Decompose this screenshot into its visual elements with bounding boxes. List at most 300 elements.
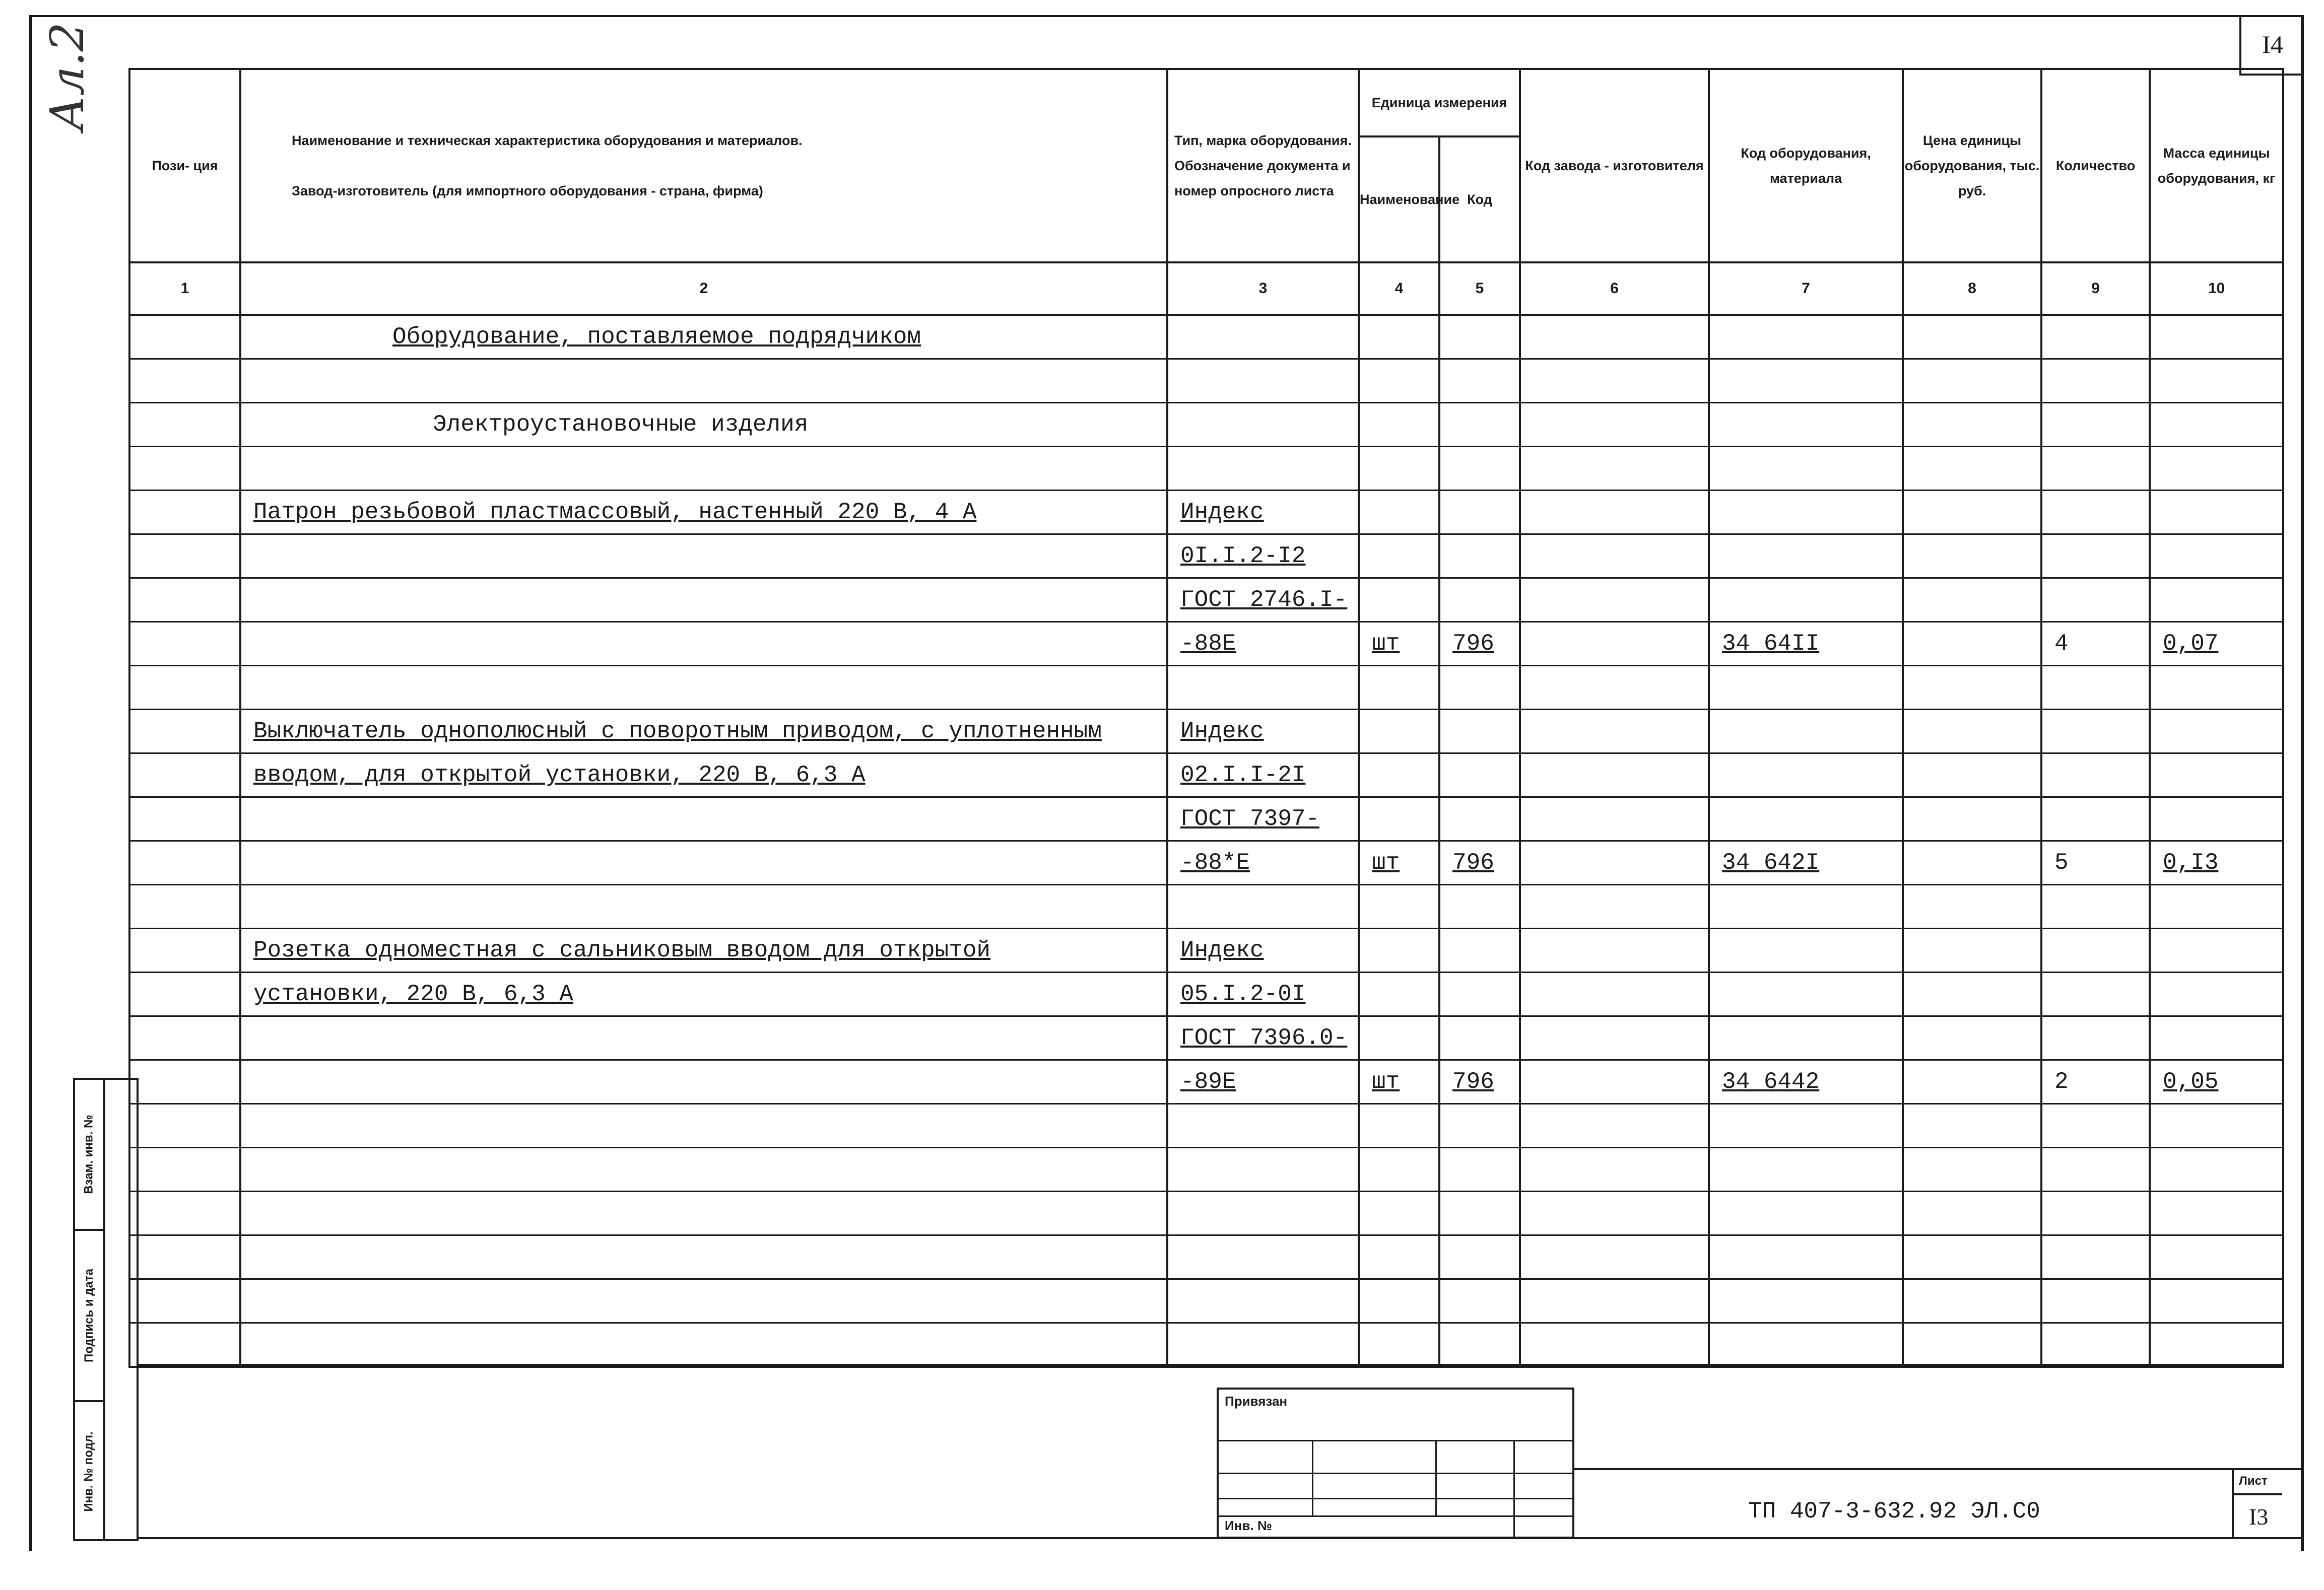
- cell-code-text: [1440, 718, 1452, 744]
- cell-factory-text: [1521, 762, 1533, 788]
- privyazan-vline: [1312, 1440, 1313, 1515]
- cell-mass: [2150, 491, 2283, 534]
- cell-pos: [129, 797, 240, 841]
- privyazan-vline: [1513, 1440, 1515, 1539]
- cell-price-text: [1904, 543, 1916, 569]
- cell-type-text: -89Е: [1180, 1069, 1236, 1095]
- cell-type: [1167, 1323, 1359, 1367]
- cell-name-text: [241, 806, 253, 832]
- cell-factory-text: [1521, 981, 1533, 1007]
- cell-type: [1167, 491, 1359, 534]
- cell-code-text: [1440, 1332, 1452, 1358]
- cell-mass: [2150, 973, 2283, 1016]
- cell-factory-text: [1521, 1244, 1533, 1270]
- cell-code-text: 796: [1452, 850, 1494, 876]
- cell-factory-text: [1521, 368, 1533, 394]
- header-row: [129, 69, 2283, 136]
- cell-equip: [1709, 797, 1903, 841]
- cell-factory: [1520, 359, 1709, 403]
- cell-unit: [1359, 841, 1439, 885]
- cell-qty: [2041, 1235, 2150, 1279]
- cell-factory-text: [1521, 1025, 1533, 1051]
- cell-code-text: 796: [1452, 1069, 1494, 1095]
- cell-mass: [2150, 710, 2283, 753]
- column-number-row: [129, 262, 2283, 315]
- cell-unit-text: [1360, 1200, 1372, 1226]
- cell-equip-text: [1710, 1332, 1722, 1358]
- cell-mass: [2150, 885, 2283, 929]
- cell-pos: [129, 1192, 240, 1235]
- cell-factory-text: [1521, 324, 1533, 350]
- cell-price-text: [1904, 674, 1916, 701]
- cell-factory: [1520, 1060, 1709, 1104]
- cell-unit-text: [1360, 587, 1372, 613]
- cell-price: [1903, 666, 2041, 710]
- cell-mass-text: 0,07: [2163, 631, 2219, 657]
- cell-pos: [129, 622, 240, 666]
- handwritten-mark: Ал.2: [40, 22, 94, 131]
- cell-unit: [1359, 753, 1439, 797]
- cell-qty: [2041, 885, 2150, 929]
- header-equipment-code: Код оборудования, материала: [1709, 69, 1903, 262]
- cell-qty-text: [2042, 1200, 2054, 1226]
- column-number: 3: [1167, 262, 1359, 315]
- table-row: [129, 1104, 2283, 1148]
- cell-name: [240, 973, 1167, 1016]
- cell-price: [1903, 929, 2041, 973]
- cell-mass: [2150, 797, 2283, 841]
- cell-factory-text: [1521, 674, 1533, 701]
- cell-unit: [1359, 315, 1439, 359]
- cell-code: [1439, 710, 1520, 753]
- column-number: 7: [1709, 262, 1903, 315]
- cell-equip: [1709, 1192, 1903, 1235]
- cell-name: [240, 315, 1167, 359]
- cell-price: [1903, 447, 2041, 491]
- cell-qty-text: [2042, 587, 2054, 613]
- cell-mass: [2150, 622, 2283, 666]
- header-name-line2: Завод-изготовитель (для импортного оборудования - страна, фирма): [292, 183, 763, 198]
- cell-name-text: [241, 1332, 253, 1358]
- header-unit-group: Единица измерения: [1359, 69, 1520, 136]
- privyazan-line: [1219, 1515, 1572, 1517]
- cell-unit: [1359, 797, 1439, 841]
- cell-equip: [1709, 359, 1903, 403]
- cell-pos: [129, 315, 240, 359]
- cell-type-text: ГОСТ 7397-: [1180, 806, 1320, 832]
- cell-name: [240, 1323, 1167, 1367]
- header-position: Пози- ция: [129, 69, 240, 262]
- cell-mass-text: [2151, 937, 2163, 963]
- cell-qty: [2041, 403, 2150, 447]
- cell-unit: [1359, 1323, 1439, 1367]
- cell-type-text: [1168, 1200, 1180, 1226]
- cell-factory: [1520, 1104, 1709, 1148]
- column-number: 5: [1439, 262, 1520, 315]
- cell-mass-text: 0,I3: [2163, 850, 2219, 876]
- column-number: 1: [129, 262, 240, 315]
- cell-name: [240, 447, 1167, 491]
- header-quantity: Количество: [2041, 69, 2150, 262]
- table-row: [129, 578, 2283, 622]
- cell-factory-text: [1521, 631, 1533, 657]
- cell-mass: [2150, 929, 2283, 973]
- cell-name: [240, 841, 1167, 885]
- cell-unit-text: [1360, 1025, 1372, 1051]
- cell-code-text: 796: [1452, 631, 1494, 657]
- table-row: [129, 973, 2283, 1016]
- cell-name-text: [241, 674, 253, 701]
- cell-type-text: [1168, 411, 1180, 438]
- cell-name: [240, 1104, 1167, 1148]
- cell-mass: [2150, 666, 2283, 710]
- cell-factory-text: [1521, 455, 1533, 481]
- cell-code: [1439, 491, 1520, 534]
- table-row: [129, 315, 2283, 359]
- cell-qty-text: 4: [2054, 631, 2069, 657]
- header-unit-code: Код: [1439, 136, 1520, 262]
- cell-pos: [129, 1235, 240, 1279]
- cell-unit-text: [1360, 981, 1372, 1007]
- cell-equip-text: [1710, 762, 1722, 788]
- sheet-number: I3: [2249, 1504, 2269, 1530]
- cell-unit-text: [1360, 499, 1372, 525]
- cell-mass-text: [2151, 718, 2163, 744]
- cell-type-text: Индекс: [1180, 937, 1264, 963]
- table-row: [129, 1323, 2283, 1367]
- cell-code: [1439, 359, 1520, 403]
- cell-price: [1903, 1192, 2041, 1235]
- cell-equip-text: [1710, 1156, 1722, 1183]
- header-mass: Масса единицы оборудования, кг: [2150, 69, 2283, 262]
- cell-unit-text: шт: [1372, 850, 1400, 876]
- cell-unit: [1359, 622, 1439, 666]
- cell-equip: [1709, 929, 1903, 973]
- cell-code: [1439, 841, 1520, 885]
- cell-code: [1439, 1148, 1520, 1192]
- cell-qty: [2041, 1016, 2150, 1060]
- cell-type-text: ГОСТ 2746.I-: [1180, 587, 1348, 613]
- cell-mass-text: [2151, 1288, 2163, 1314]
- cell-price-text: [1904, 1069, 1916, 1095]
- cell-unit-text: [1360, 806, 1372, 832]
- cell-price: [1903, 359, 2041, 403]
- cell-factory-text: [1521, 1156, 1533, 1183]
- cell-equip-text: [1710, 893, 1722, 920]
- cell-factory: [1520, 1148, 1709, 1192]
- cell-unit: [1359, 1192, 1439, 1235]
- table-row: [129, 359, 2283, 403]
- cell-equip-text: [1710, 587, 1722, 613]
- cell-unit-text: [1360, 674, 1372, 701]
- cell-mass-text: [2151, 1332, 2163, 1358]
- table-row: [129, 447, 2283, 491]
- cell-unit: [1359, 403, 1439, 447]
- cell-factory-text: [1521, 937, 1533, 963]
- cell-factory: [1520, 447, 1709, 491]
- cell-equip-text: 34 6442: [1722, 1069, 1820, 1095]
- cell-unit-text: [1360, 411, 1372, 438]
- cell-price-text: [1904, 937, 1916, 963]
- cell-type: [1167, 1060, 1359, 1104]
- cell-unit-text: [1360, 937, 1372, 963]
- cell-type: [1167, 973, 1359, 1016]
- cell-mass-text: [2151, 1200, 2163, 1226]
- cell-name: [240, 797, 1167, 841]
- cell-name: [240, 753, 1167, 797]
- cell-equip: [1709, 578, 1903, 622]
- cell-equip: [1709, 1060, 1903, 1104]
- cell-price: [1903, 1104, 2041, 1148]
- cell-price: [1903, 622, 2041, 666]
- cell-price-text: [1904, 1113, 1916, 1139]
- cell-name-text: вводом, для открытой установки, 220 В, 6,3 А: [253, 762, 866, 788]
- cell-qty-text: [2042, 1113, 2054, 1139]
- cell-type: [1167, 1148, 1359, 1192]
- cell-pos: [129, 1104, 240, 1148]
- cell-price-text: [1904, 981, 1916, 1007]
- cell-factory: [1520, 1323, 1709, 1367]
- table-row: [129, 1016, 2283, 1060]
- cell-mass: [2150, 1192, 2283, 1235]
- cell-unit-text: [1360, 543, 1372, 569]
- cell-equip-text: [1710, 1113, 1722, 1139]
- cell-mass-text: [2151, 455, 2163, 481]
- cell-price: [1903, 841, 2041, 885]
- cell-mass: [2150, 1060, 2283, 1104]
- cell-unit-text: [1360, 718, 1372, 744]
- cell-equip-text: [1710, 1200, 1722, 1226]
- table-row: [129, 403, 2283, 447]
- cell-qty-text: [2042, 411, 2054, 438]
- cell-code: [1439, 534, 1520, 578]
- cell-unit: [1359, 359, 1439, 403]
- cell-price-text: [1904, 1288, 1916, 1314]
- cell-mass: [2150, 1323, 2283, 1367]
- title-block-line: [1574, 1468, 2304, 1470]
- cell-equip-text: [1710, 1288, 1722, 1314]
- cell-code: [1439, 315, 1520, 359]
- cell-qty-text: [2042, 674, 2054, 701]
- table-row: [129, 929, 2283, 973]
- cell-code-text: [1440, 937, 1452, 963]
- side-stamp: [73, 1078, 139, 1541]
- table-row: [129, 622, 2283, 666]
- cell-name-text: Оборудование, поставляемое подрядчиком: [392, 324, 921, 350]
- cell-qty: [2041, 929, 2150, 973]
- cell-qty-text: [2042, 893, 2054, 920]
- cell-qty: [2041, 1192, 2150, 1235]
- cell-type: [1167, 1016, 1359, 1060]
- cell-pos: [129, 447, 240, 491]
- cell-type-text: Индекс: [1180, 718, 1264, 744]
- cell-name: [240, 491, 1167, 534]
- cell-equip: [1709, 403, 1903, 447]
- cell-factory: [1520, 1279, 1709, 1323]
- cell-factory-text: [1521, 806, 1533, 832]
- cell-qty: [2041, 797, 2150, 841]
- cell-factory-text: [1521, 543, 1533, 569]
- header-name: [240, 69, 1167, 262]
- cell-price-text: [1904, 631, 1916, 657]
- cell-price: [1903, 1060, 2041, 1104]
- cell-factory-text: [1521, 1113, 1533, 1139]
- cell-factory-text: [1521, 411, 1533, 438]
- cell-qty-text: [2042, 368, 2054, 394]
- cell-pos: [129, 841, 240, 885]
- sheet-separator: [2234, 1493, 2282, 1495]
- page-number: I4: [2239, 15, 2304, 76]
- cell-name-text: [241, 587, 253, 613]
- cell-code: [1439, 1235, 1520, 1279]
- cell-unit-text: [1360, 893, 1372, 920]
- cell-unit: [1359, 710, 1439, 753]
- cell-pos: [129, 578, 240, 622]
- table-row: [129, 1148, 2283, 1192]
- cell-pos: [129, 1016, 240, 1060]
- cell-qty-text: [2042, 1156, 2054, 1183]
- cell-qty: [2041, 578, 2150, 622]
- cell-type: [1167, 578, 1359, 622]
- cell-name-text: [241, 1113, 253, 1139]
- cell-name: [240, 578, 1167, 622]
- cell-pos: [129, 1060, 240, 1104]
- cell-type: [1167, 710, 1359, 753]
- cell-name: [240, 666, 1167, 710]
- cell-price: [1903, 403, 2041, 447]
- cell-factory: [1520, 929, 1709, 973]
- cell-price-text: [1904, 368, 1916, 394]
- cell-qty-text: [2042, 1025, 2054, 1051]
- cell-name: [240, 1235, 1167, 1279]
- header-type: Тип, марка оборудования. Обозначение документа и номер опросного листа: [1167, 69, 1359, 262]
- cell-unit: [1359, 1279, 1439, 1323]
- cell-factory-text: [1521, 1288, 1533, 1314]
- cell-name-text: [241, 1200, 253, 1226]
- cell-qty-text: [2042, 1288, 2054, 1314]
- cell-mass-text: [2151, 1156, 2163, 1183]
- cell-code-text: [1440, 806, 1452, 832]
- cell-equip: [1709, 1148, 1903, 1192]
- cell-name: [240, 885, 1167, 929]
- cell-pos: [129, 491, 240, 534]
- cell-unit-text: [1360, 455, 1372, 481]
- footer-top-line: [139, 1364, 2282, 1366]
- cell-mass: [2150, 403, 2283, 447]
- cell-price: [1903, 710, 2041, 753]
- cell-mass-text: [2151, 324, 2163, 350]
- cell-pos: [129, 1279, 240, 1323]
- privyazan-vline: [1435, 1440, 1437, 1515]
- cell-type-text: [1168, 1156, 1180, 1183]
- cell-mass: [2150, 534, 2283, 578]
- cell-type: [1167, 797, 1359, 841]
- cell-equip: [1709, 491, 1903, 534]
- cell-price: [1903, 1016, 2041, 1060]
- cell-price-text: [1904, 324, 1916, 350]
- cell-type-text: [1168, 455, 1180, 481]
- header-unit-name: Наименование: [1359, 136, 1439, 262]
- cell-name: [240, 1060, 1167, 1104]
- specification-table: [128, 68, 2284, 1368]
- cell-type: [1167, 885, 1359, 929]
- cell-qty-text: [2042, 981, 2054, 1007]
- cell-pos: [129, 885, 240, 929]
- cell-code: [1439, 753, 1520, 797]
- cell-qty: [2041, 753, 2150, 797]
- cell-price: [1903, 1235, 2041, 1279]
- cell-code: [1439, 622, 1520, 666]
- cell-type: [1167, 1104, 1359, 1148]
- cell-code: [1439, 666, 1520, 710]
- cell-factory-text: [1521, 893, 1533, 920]
- cell-unit: [1359, 1104, 1439, 1148]
- cell-unit-text: [1360, 1332, 1372, 1358]
- cell-equip-text: 34 642I: [1722, 850, 1820, 876]
- cell-name: [240, 1279, 1167, 1323]
- cell-qty-text: [2042, 455, 2054, 481]
- cell-qty-text: [2042, 1332, 2054, 1358]
- cell-mass-text: [2151, 762, 2163, 788]
- cell-factory: [1520, 578, 1709, 622]
- cell-code-text: [1440, 587, 1452, 613]
- cell-qty: [2041, 1323, 2150, 1367]
- cell-type: [1167, 929, 1359, 973]
- cell-name: [240, 710, 1167, 753]
- cell-type: [1167, 753, 1359, 797]
- cell-qty-text: [2042, 806, 2054, 832]
- cell-equip: [1709, 753, 1903, 797]
- cell-unit-text: [1360, 1113, 1372, 1139]
- cell-qty: [2041, 491, 2150, 534]
- cell-type-text: -88Е: [1180, 631, 1236, 657]
- table-row: [129, 885, 2283, 929]
- header-name-line1: Наименование и техническая характеристика оборудования и материалов.: [292, 133, 803, 148]
- cell-code: [1439, 1323, 1520, 1367]
- cell-code-text: [1440, 499, 1452, 525]
- inv-no-label: Инв. №: [1225, 1518, 1272, 1533]
- column-number: 2: [240, 262, 1167, 315]
- cell-price-text: [1904, 499, 1916, 525]
- cell-qty: [2041, 1104, 2150, 1148]
- cell-code: [1439, 885, 1520, 929]
- cell-factory: [1520, 315, 1709, 359]
- cell-mass-text: [2151, 1113, 2163, 1139]
- cell-equip: [1709, 710, 1903, 753]
- cell-mass-text: [2151, 674, 2163, 701]
- cell-pos: [129, 403, 240, 447]
- cell-qty: [2041, 666, 2150, 710]
- table-row: [129, 1235, 2283, 1279]
- cell-type: [1167, 403, 1359, 447]
- table-row: [129, 534, 2283, 578]
- cell-qty: [2041, 447, 2150, 491]
- cell-mass: [2150, 1104, 2283, 1148]
- cell-factory-text: [1521, 587, 1533, 613]
- cell-price: [1903, 797, 2041, 841]
- cell-name-text: установки, 220 В, 6,3 А: [253, 981, 573, 1007]
- cell-mass-text: [2151, 806, 2163, 832]
- cell-type: [1167, 1235, 1359, 1279]
- cell-qty: [2041, 315, 2150, 359]
- cell-factory-text: [1521, 1332, 1533, 1358]
- cell-type: [1167, 841, 1359, 885]
- cell-factory-text: [1521, 718, 1533, 744]
- cell-equip: [1709, 1323, 1903, 1367]
- cell-code-text: [1440, 411, 1452, 438]
- cell-pos: [129, 1323, 240, 1367]
- cell-price-text: [1904, 411, 1916, 438]
